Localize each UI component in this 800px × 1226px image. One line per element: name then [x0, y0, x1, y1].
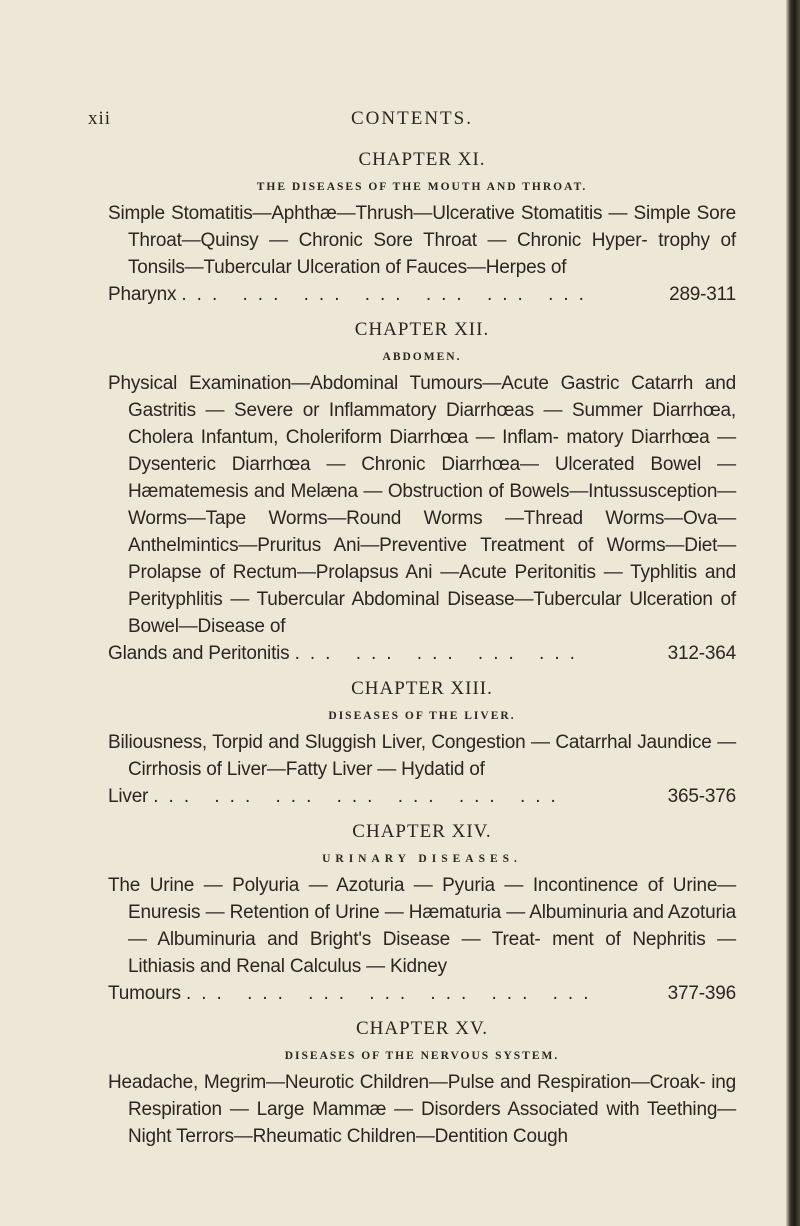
- book-binding-edge: [786, 0, 800, 1226]
- leader-dots: ... ... ... ... ... ... ...: [181, 284, 594, 305]
- chapter-title: CHAPTER XII.: [354, 319, 490, 340]
- page-range: 377-396: [667, 983, 736, 1004]
- chapter-subtitle: ABDOMEN.: [382, 351, 462, 363]
- chapter-entry: [108, 318, 736, 667]
- chapter-title: CHAPTER XIV.: [352, 821, 492, 842]
- topics-text: Physical Examination—Abdominal Tumours—Acute Gastric Catarrh and Gastritis — Severe or Inflammatory Diarrhœas — Summer Diarrhœa, Cholera Infantum, Choleriform Diarrhœa — Inflam- matory Diarrhœa — Dysenteric Diarrhœa — Chronic Diarrhœa— Ulcerated Bowel — Hæmatemesis and Melæna — Obstruction of Bowels—Intussusception—Worms—Tape Worms—Round Worms —Thread Worms—Ova—Anthelmintics—Pruritus Ani—Preventive Treatment of Worms—Diet—Prolapse of Rectum—Prolapsus Ani —Acute Peritonitis — Typhlitis and Perityphlitis — Tubercular Abdominal Disease—Tubercular Ulceration of Bowel—Disease of: [108, 373, 736, 637]
- chapter-title: CHAPTER XIII.: [351, 678, 493, 699]
- chapter-topics: [108, 872, 736, 1007]
- last-line-text: Liver: [108, 786, 149, 807]
- chapter-subtitle: DISEASES OF THE LIVER.: [328, 710, 516, 722]
- leader-dots: ... ... ... ... ... ... ...: [153, 786, 566, 807]
- page-range: 289-311: [669, 284, 736, 305]
- topics-text: The Urine — Polyuria — Azoturia — Pyuria — Incontinence of Urine— Enuresis — Retention of Urine — Hæmaturia — Albuminuria and Azoturia — Albuminuria and Bright's Disease — Treat- ment of Nephritis — Lithiasis and Renal Calculus — Kidney: [108, 875, 736, 977]
- contents-list: [108, 138, 736, 1150]
- leader-dots: ... ... ... ... ... ... ...: [185, 983, 599, 1004]
- page-range: 312-364: [667, 643, 736, 664]
- chapter-entry: [108, 148, 736, 308]
- last-line-text: Tumours: [108, 983, 181, 1004]
- chapter-subtitle: DISEASES OF THE NERVOUS SYSTEM.: [284, 1050, 560, 1062]
- running-title: CONTENTS.: [351, 108, 473, 129]
- chapter-entry: [108, 1017, 736, 1150]
- last-line-text: Glands and Peritonitis: [108, 643, 290, 664]
- last-line-text: Pharynx: [108, 284, 177, 305]
- chapter-title: CHAPTER XV.: [355, 1018, 489, 1039]
- topics-text: Headache, Megrim—Neurotic Children—Pulse and Respiration—Croak- ing Respiration — Large Mammæ — Disorders Associated with Teething—Night Terrors—Rheumatic Children—Dentition Cough: [108, 1072, 736, 1147]
- chapter-entry: [108, 820, 736, 1007]
- topics-last-line: [108, 783, 736, 810]
- topics-last-line: [108, 980, 736, 1007]
- chapter-topics: [108, 729, 736, 810]
- running-header: [88, 108, 736, 134]
- topics-text: Simple Stomatitis—Aphthæ—Thrush—Ulcerative Stomatitis — Simple Sore Throat—Quinsy — Chronic Sore Throat — Chronic Hyper- trophy of Tonsils—Tubercular Ulceration of Fauces—Herpes of: [108, 203, 736, 278]
- topics-last-line: [108, 640, 736, 667]
- chapter-entry: [108, 677, 736, 810]
- topics-last-line: [108, 281, 736, 308]
- chapter-topics: [108, 370, 736, 667]
- chapter-title: CHAPTER XI.: [358, 149, 486, 170]
- topics-text: Biliousness, Torpid and Sluggish Liver, Congestion — Catarrhal Jaundice — Cirrhosis of Liver—Fatty Liver — Hydatid of: [108, 732, 736, 780]
- chapter-subtitle: URINARY DISEASES.: [322, 853, 522, 865]
- chapter-topics: [108, 1069, 736, 1150]
- chapter-topics: [108, 200, 736, 308]
- chapter-subtitle: THE DISEASES OF THE MOUTH AND THROAT.: [256, 181, 588, 193]
- page-number: xii: [88, 108, 112, 129]
- leader-dots: ... ... ... ... ...: [294, 643, 585, 664]
- page-range: 365-376: [667, 786, 736, 807]
